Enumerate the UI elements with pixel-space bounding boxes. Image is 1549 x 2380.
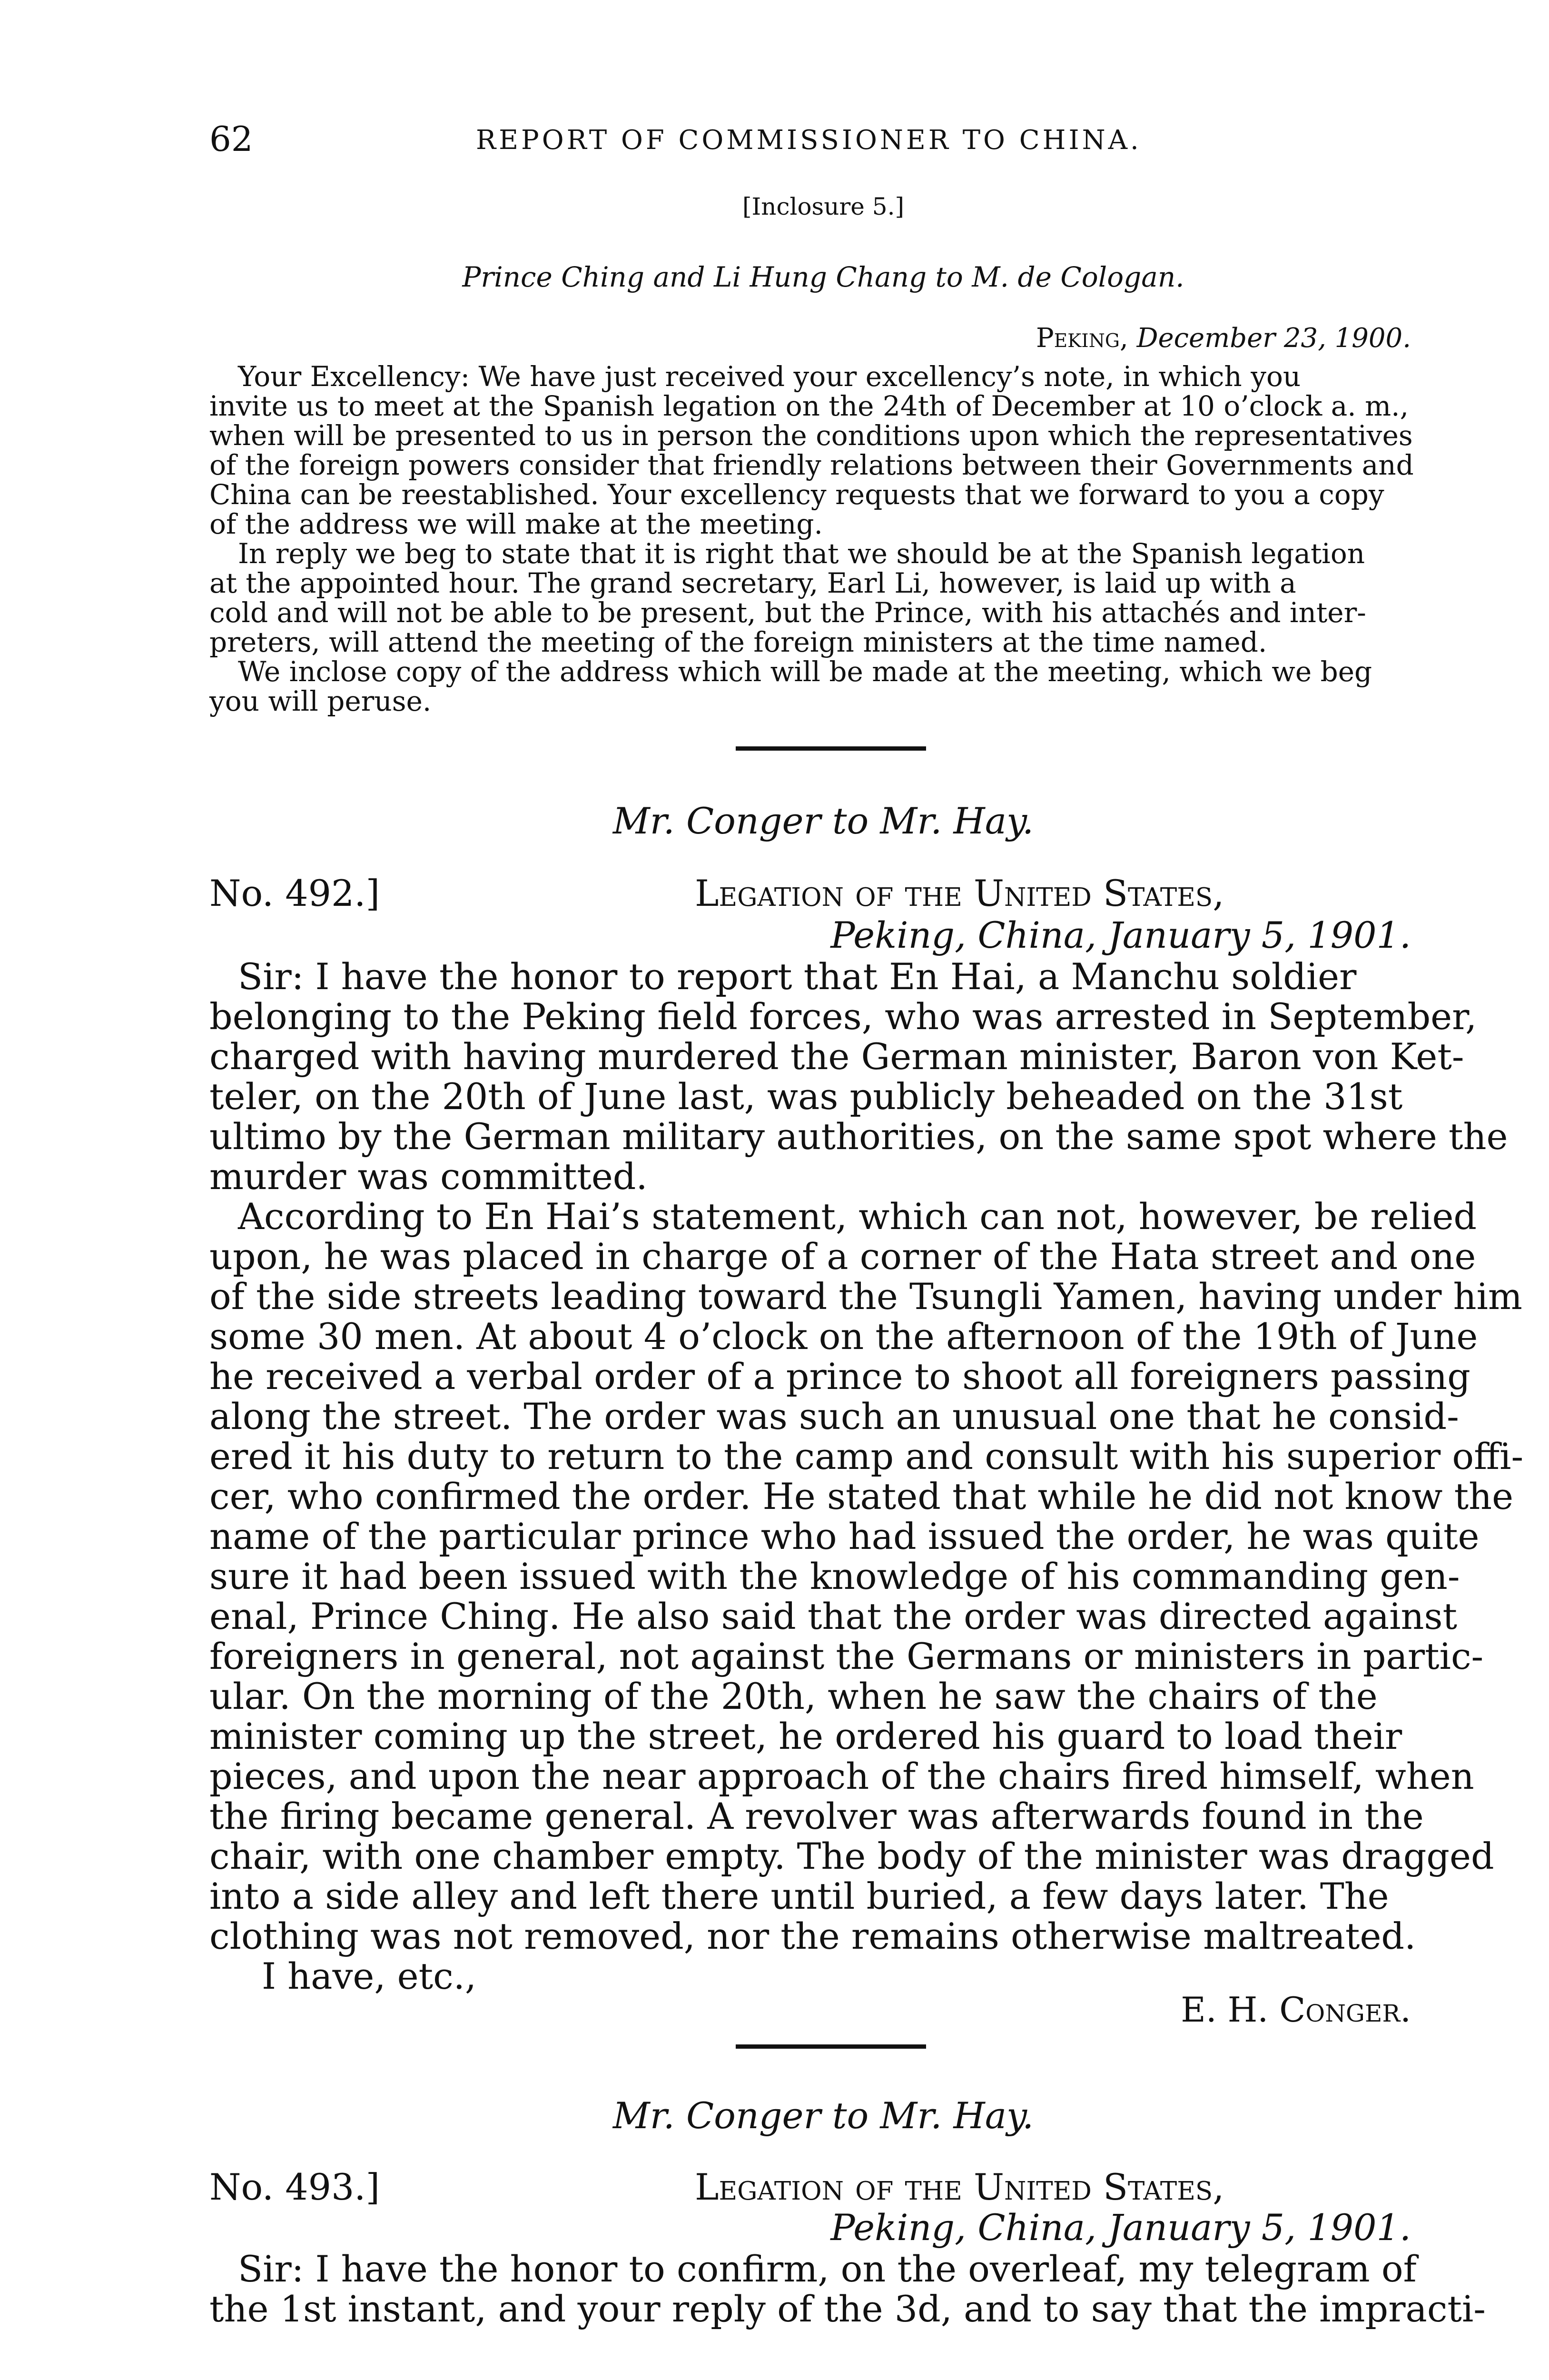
text-line: enal, Prince Ching. He also said that the order was directed against bbox=[209, 1595, 1458, 1637]
text-line: the 1st instant, and your reply of the 3d, and to say that the impracti- bbox=[209, 2288, 1486, 2330]
text-line: teler, on the 20th of June last, was publicly beheaded on the 31st bbox=[209, 1075, 1403, 1118]
text-line: foreigners in general, not against the Germans or ministers in partic- bbox=[209, 1635, 1484, 1677]
running-title: REPORT OF COMMISSIONER TO CHINA. bbox=[476, 125, 1142, 156]
letter1-signature: E. H. Conger. bbox=[1181, 1990, 1411, 2030]
text-line: cold and will not be able to be present, but the Prince, with his attachés and inter- bbox=[209, 596, 1366, 629]
letter2-legation: Legation of the United States, bbox=[695, 2166, 1224, 2208]
text-line: China can be reestablished. Your excellency requests that we forward to you a copy bbox=[209, 478, 1384, 511]
text-line: invite us to meet at the Spanish legation on the 24th of December at 10 o’clock a. m., bbox=[209, 390, 1409, 422]
text-line: the firing became general. A revolver was afterwards found in the bbox=[209, 1795, 1424, 1837]
text-line: According to En Hai’s statement, which can not, however, be relied bbox=[238, 1195, 1477, 1238]
text-line: pieces, and upon the near approach of the chairs fired himself, when bbox=[209, 1755, 1474, 1797]
text-line: chair, with one chamber empty. The body of the minister was dragged bbox=[209, 1835, 1494, 1877]
letter1-heading: Mr. Conger to Mr. Hay. bbox=[612, 800, 1034, 842]
text-line: clothing was not removed, nor the remains otherwise maltreated. bbox=[209, 1915, 1416, 1957]
text-line: of the address we will make at the meeting. bbox=[209, 508, 823, 540]
text-line: ered it his duty to return to the camp and consult with his superior offi- bbox=[209, 1435, 1524, 1478]
text-line: ular. On the morning of the 20th, when he saw the chairs of the bbox=[209, 1675, 1378, 1717]
letter1-body bbox=[209, 955, 1524, 1997]
inclosure-body bbox=[209, 362, 1449, 716]
text-line: at the appointed hour. The grand secretary, Earl Li, however, is laid up with a bbox=[209, 567, 1296, 599]
text-line: into a side alley and left there until buried, a few days later. The bbox=[209, 1875, 1389, 1917]
text-line: Sir: I have the honor to confirm, on the overleaf, my telegram of bbox=[238, 2248, 1417, 2290]
text-line: In reply we beg to state that it is right that we should be at the Spanish legation bbox=[238, 537, 1365, 570]
text-line: some 30 men. At about 4 o’clock on the afternoon of the 19th of June bbox=[209, 1315, 1478, 1358]
text-line: upon, he was placed in charge of a corner of the Hata street and one bbox=[209, 1235, 1476, 1278]
letter2-place-date: Peking, China, January 5, 1901. bbox=[830, 2206, 1411, 2249]
text-line: belonging to the Peking field forces, who was arrested in September, bbox=[209, 995, 1477, 1038]
text-line: he received a verbal order of a prince to shoot all foreigners passing bbox=[209, 1355, 1470, 1398]
text-line: Sir: I have the honor to report that En Hai, a Manchu soldier bbox=[238, 955, 1357, 998]
text-line: you will peruse. bbox=[209, 685, 432, 717]
letter2-body bbox=[209, 2248, 1486, 2330]
text-line: preters, will attend the meeting of the foreign ministers at the time named. bbox=[209, 626, 1267, 658]
inclosure-heading: Prince Ching and Li Hung Chang to M. de Cologan. bbox=[462, 261, 1184, 293]
letter1-legation: Legation of the United States, bbox=[695, 872, 1224, 914]
text-line: when will be presented to us in person the conditions upon which the representatives bbox=[209, 419, 1413, 452]
letter1-number: No. 492.] bbox=[209, 872, 380, 914]
letter1-place-date: Peking, China, January 5, 1901. bbox=[830, 914, 1411, 956]
text-line: cer, who confirmed the order. He stated that while he did not know the bbox=[209, 1475, 1514, 1517]
letter2-heading: Mr. Conger to Mr. Hay. bbox=[612, 2094, 1034, 2137]
text-line: ultimo by the German military authorities, on the same spot where the bbox=[209, 1115, 1508, 1158]
text-line: minister coming up the street, he ordered his guard to load their bbox=[209, 1715, 1402, 1757]
dateline-date: December 23, 1900. bbox=[1136, 323, 1411, 354]
letter1-closing: I have, etc., bbox=[262, 1955, 477, 1997]
text-line: of the foreign powers consider that friendly relations between their Governments and bbox=[209, 449, 1414, 481]
section-divider bbox=[736, 746, 926, 751]
text-line: We inclose copy of the address which will be made at the meeting, which we beg bbox=[238, 655, 1372, 688]
section-divider bbox=[736, 2044, 926, 2049]
text-line: sure it had been issued with the knowledge of his commanding gen- bbox=[209, 1555, 1460, 1597]
text-line: charged with having murdered the German minister, Baron von Ket- bbox=[209, 1035, 1464, 1078]
text-line: murder was committed. bbox=[209, 1155, 648, 1198]
dateline-place: Peking, bbox=[1036, 323, 1128, 354]
page-number: 62 bbox=[209, 119, 253, 159]
letter2-number: No. 493.] bbox=[209, 2166, 380, 2208]
text-line: name of the particular prince who had issued the order, he was quite bbox=[209, 1515, 1480, 1557]
text-line: along the street. The order was such an unusual one that he consid- bbox=[209, 1395, 1459, 1438]
inclosure-dateline bbox=[1036, 323, 1411, 354]
text-line: Your Excellency: We have just received your excellency’s note, in which you bbox=[238, 360, 1301, 393]
inclosure-label: [Inclosure 5.] bbox=[742, 193, 904, 220]
text-line: of the side streets leading toward the Tsungli Yamen, having under him bbox=[209, 1275, 1522, 1318]
